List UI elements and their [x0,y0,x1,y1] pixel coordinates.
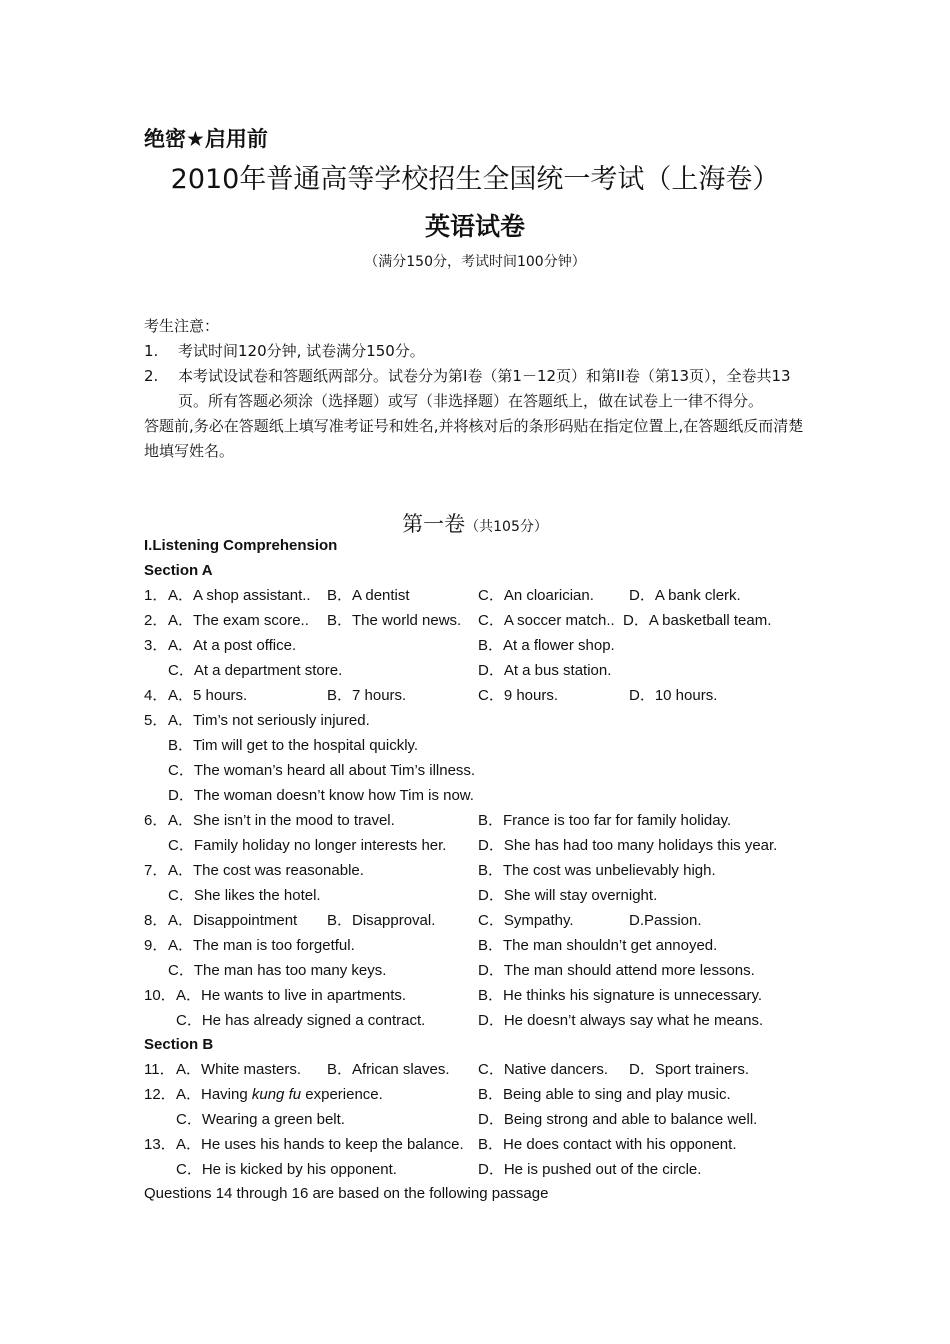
exam-subtitle: 英语试卷 [424,212,525,241]
option-a-italic: kung fu [251,1086,302,1103]
option-b: B．A dentist [327,587,410,604]
question-number: 2． [144,612,168,629]
notes-paragraph: 答题前,务必在答题纸上填写准考证号和姓名,并将核对后的条形码贴在指定位置上,在答题纸反而清楚地填写姓名。 [144,417,804,460]
option-c: C．An cloarician. [478,587,594,604]
section-b-heading: Section B [144,1036,214,1053]
option-b: B．He does contact with his opponent. [478,1136,737,1153]
option-c: C．A soccer match.. [478,612,615,629]
question-number: 13． [144,1136,176,1153]
option-b: B．7 hours. [327,687,407,704]
option-b: B．Being able to sing and play music. [478,1086,731,1103]
note-item [144,364,814,414]
option-a: A．She isn’t in the mood to travel. [168,812,395,829]
confidential-label: 绝密★启用前 [144,127,268,151]
option-c: C．At a department store. [168,662,343,679]
option-b: B．He thinks his signature is unnecessary. [478,987,763,1004]
option-d: D.Passion. [629,912,702,929]
option-c: C．He has already signed a contract. [176,1012,426,1029]
question-number: 9． [144,937,168,954]
option-a: A．Tim’s not seriously injured. [168,712,370,729]
exam-title: 2010年普通高等学校招生全国统一考试（上海卷） [170,164,780,195]
option-c: C．The man has too many keys. [168,962,387,979]
question-number: 6． [144,812,168,829]
question-number: 5． [144,712,168,729]
note-number: 2. [144,367,159,385]
option-a: A．The cost was reasonable. [168,862,364,879]
option-a: A．He uses his hands to keep the balance. [176,1136,464,1153]
option-c: C．He is kicked by his opponent. [176,1161,397,1178]
score-note: （满分150分，考试时间100分钟） [364,254,586,270]
option-c: C．Native dancers. [478,1061,609,1078]
question-number: 10． [144,987,176,1004]
option-d: D．The man should attend more lessons. [478,962,755,979]
question-number: 12． [144,1086,176,1103]
passage-note: Questions 14 through 16 are based on the following passage [144,1185,549,1202]
option-a-prefix: A．Having [176,1086,252,1103]
option-a: A．At a post office. [168,637,297,654]
section-heading: I.Listening Comprehension [144,537,338,554]
option-a: A．White masters. [176,1061,302,1078]
note-text: 本考试设试卷和答题纸两部分。试卷分为第I卷（第1－12页）和第II卷（第13页），全卷共13页。所有答题必须涂（选择题）或写（非选择题）在答题纸上，做在试卷上一律不得分。 [178,367,791,410]
option-d: D．He is pushed out of the circle. [478,1161,702,1178]
note-text: 考试时间120分钟, 试卷满分150分。 [178,342,425,360]
note-number: 1. [144,342,159,360]
option-d: D．Sport trainers. [629,1061,750,1078]
option-b: B．The man shouldn’t get annoyed. [478,937,718,954]
option-b: B．France is too far for family holiday. [478,812,732,829]
part-one-heading [0,508,950,538]
part-score: （共105分） [465,519,548,535]
question-number: 8． [144,912,168,929]
option-a: A．The man is too forgetful. [168,937,355,954]
question-number: 1． [144,587,168,604]
option-d: D．Being strong and able to balance well. [478,1111,758,1128]
option-a: A．He wants to live in apartments. [176,987,407,1004]
question-number: 3． [144,637,168,654]
option-b: B．Disapproval. [327,912,436,929]
note-item [144,339,814,364]
option-b: B．At a flower shop. [478,637,615,654]
option-a: A．A shop assistant.. [168,587,311,604]
option-b: B．African slaves. [327,1061,450,1078]
option-d: D．He doesn’t always say what he means. [478,1012,764,1029]
question-number: 7． [144,862,168,879]
option-a: A．Disappointment [168,912,298,929]
question-number: 11． [144,1061,175,1078]
option-b: B．The world news. [327,612,462,629]
option-a-suffix: experience. [301,1086,383,1103]
option-d: D．10 hours. [629,687,718,704]
option-c: C．9 hours. [478,687,559,704]
option-d: D．At a bus station. [478,662,612,679]
option-a: A．5 hours. [168,687,248,704]
option-d: D．She will stay overnight. [478,887,658,904]
question-number: 4． [144,687,168,704]
candidate-notes [144,314,814,464]
option-a: A．The exam score.. [168,612,309,629]
option-c: C．She likes the hotel. [168,887,321,904]
notes-heading: 考生注意： [144,317,220,335]
part-title: 第一卷 [402,512,466,536]
section-a-heading: Section A [144,562,213,579]
option-b: B．Tim will get to the hospital quickly. [168,737,419,754]
option-b: B．The cost was unbelievably high. [478,862,716,879]
option-c: C．Sympathy. [478,912,574,929]
option-c: C．Family holiday no longer interests her. [168,837,447,854]
option-d: D．She has had too many holidays this year. [478,837,778,854]
option-c: C．Wearing a green belt. [176,1111,345,1128]
option-d: D．A basketball team. [623,612,772,629]
option-d: D．The woman doesn’t know how Tim is now. [168,787,474,804]
option-d: D．A bank clerk. [629,587,741,604]
option-c: C．The woman’s heard all about Tim’s illness. [168,762,476,779]
option-a [176,1082,383,1107]
